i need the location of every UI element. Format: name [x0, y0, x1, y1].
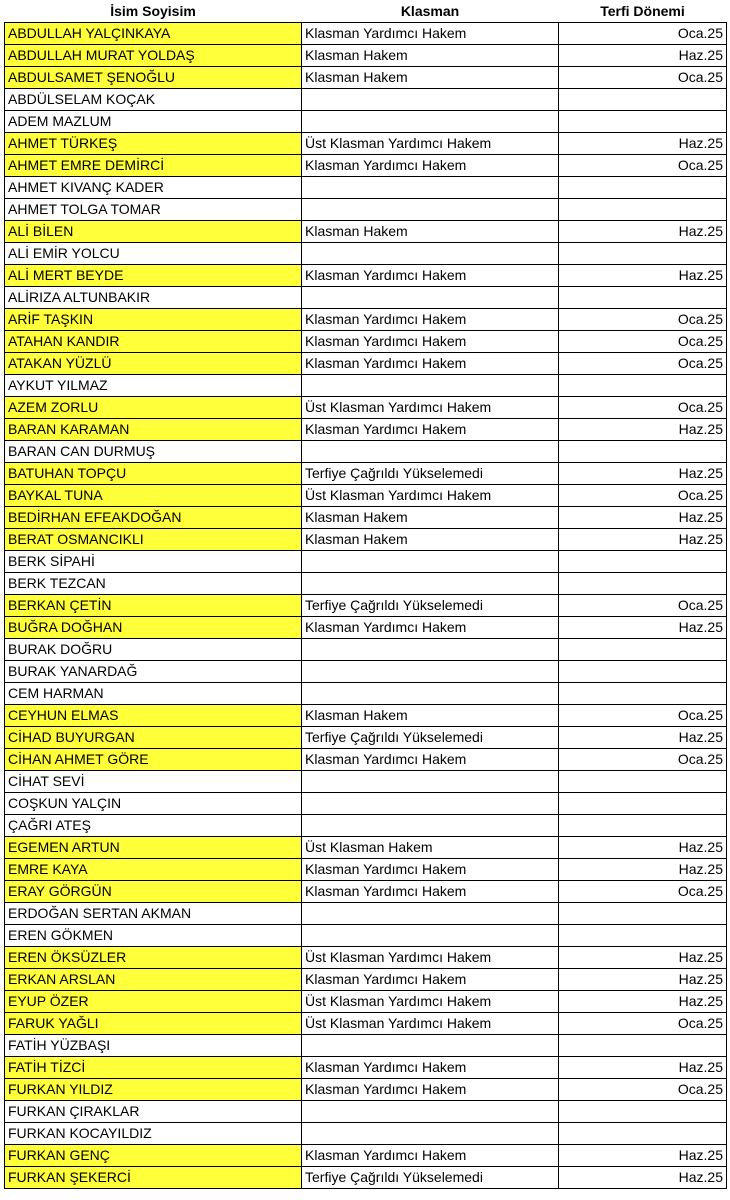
table-row [5, 133, 727, 155]
klasman-cell: Terfiye Çağrıldı Yükselemedi [302, 1167, 559, 1189]
table-row [5, 23, 727, 45]
klasman-cell [302, 111, 559, 133]
klasman-cell: Klasman Yardımcı Hakem [302, 309, 559, 331]
klasman-cell [302, 441, 559, 463]
period-cell: Haz.25 [559, 947, 727, 969]
header-row [5, 0, 727, 23]
table-row [5, 67, 727, 89]
klasman-cell: Klasman Yardımcı Hakem [302, 1079, 559, 1101]
klasman-cell [302, 573, 559, 595]
table-row [5, 221, 727, 243]
period-cell: Haz.25 [559, 1167, 727, 1189]
klasman-cell: Klasman Yardımcı Hakem [302, 749, 559, 771]
klasman-cell [302, 903, 559, 925]
name-cell: ERAY GÖRGÜN [5, 881, 302, 903]
table-row [5, 353, 727, 375]
klasman-cell: Klasman Hakem [302, 529, 559, 551]
table-row [5, 155, 727, 177]
period-cell [559, 925, 727, 947]
period-cell: Haz.25 [559, 529, 727, 551]
name-cell: AZEM ZORLU [5, 397, 302, 419]
klasman-cell: Üst Klasman Yardımcı Hakem [302, 133, 559, 155]
klasman-cell: Üst Klasman Hakem [302, 837, 559, 859]
period-cell: Oca.25 [559, 881, 727, 903]
period-cell [559, 639, 727, 661]
period-cell: Oca.25 [559, 595, 727, 617]
table-row [5, 199, 727, 221]
name-cell: BERAT OSMANCIKLI [5, 529, 302, 551]
klasman-cell: Üst Klasman Yardımcı Hakem [302, 1013, 559, 1035]
name-cell: ERDOĞAN SERTAN AKMAN [5, 903, 302, 925]
klasman-cell [302, 89, 559, 111]
name-cell: AHMET TOLGA TOMAR [5, 199, 302, 221]
klasman-cell: Üst Klasman Yardımcı Hakem [302, 397, 559, 419]
klasman-cell: Klasman Yardımcı Hakem [302, 1057, 559, 1079]
period-cell: Haz.25 [559, 45, 727, 67]
name-cell: ALİ MERT BEYDE [5, 265, 302, 287]
klasman-cell: Klasman Hakem [302, 67, 559, 89]
klasman-cell: Üst Klasman Yardımcı Hakem [302, 991, 559, 1013]
table-row [5, 441, 727, 463]
table-row [5, 727, 727, 749]
table-row [5, 397, 727, 419]
table-row [5, 1167, 727, 1189]
table-row [5, 969, 727, 991]
table-row [5, 947, 727, 969]
table-row [5, 749, 727, 771]
name-cell: BAYKAL TUNA [5, 485, 302, 507]
period-cell: Oca.25 [559, 23, 727, 45]
table-row [5, 463, 727, 485]
period-cell [559, 375, 727, 397]
klasman-cell: Klasman Yardımcı Hakem [302, 331, 559, 353]
table-row [5, 705, 727, 727]
name-cell: AHMET KIVANÇ KADER [5, 177, 302, 199]
name-cell: CEM HARMAN [5, 683, 302, 705]
referee-table [4, 0, 727, 1189]
table-row [5, 595, 727, 617]
table-row [5, 177, 727, 199]
name-cell: BUĞRA DOĞHAN [5, 617, 302, 639]
period-cell [559, 903, 727, 925]
name-cell: FURKAN KOCAYILDIZ [5, 1123, 302, 1145]
name-cell: ATAKAN YÜZLÜ [5, 353, 302, 375]
klasman-cell [302, 683, 559, 705]
klasman-cell: Klasman Yardımcı Hakem [302, 155, 559, 177]
klasman-cell [302, 815, 559, 837]
table-row [5, 287, 727, 309]
period-cell [559, 573, 727, 595]
table-row [5, 991, 727, 1013]
table-row [5, 45, 727, 67]
name-cell: FATİH TİZCİ [5, 1057, 302, 1079]
period-cell: Oca.25 [559, 67, 727, 89]
klasman-cell [302, 199, 559, 221]
name-cell: AHMET TÜRKEŞ [5, 133, 302, 155]
table-row [5, 573, 727, 595]
klasman-cell [302, 375, 559, 397]
header-period: Terfi Dönemi [559, 0, 727, 23]
name-cell: ARİF TAŞKIN [5, 309, 302, 331]
klasman-cell: Klasman Yardımcı Hakem [302, 617, 559, 639]
klasman-cell: Klasman Hakem [302, 705, 559, 727]
klasman-cell: Üst Klasman Yardımcı Hakem [302, 947, 559, 969]
klasman-cell: Klasman Yardımcı Hakem [302, 859, 559, 881]
klasman-cell: Klasman Yardımcı Hakem [302, 419, 559, 441]
name-cell: ALİRIZA ALTUNBAKIR [5, 287, 302, 309]
klasman-cell [302, 1123, 559, 1145]
period-cell: Oca.25 [559, 485, 727, 507]
header-name: İsim Soyisim [5, 0, 302, 23]
period-cell: Haz.25 [559, 221, 727, 243]
klasman-cell: Klasman Yardımcı Hakem [302, 353, 559, 375]
name-cell: FURKAN ŞEKERCİ [5, 1167, 302, 1189]
period-cell [559, 199, 727, 221]
period-cell: Haz.25 [559, 133, 727, 155]
name-cell: EGEMEN ARTUN [5, 837, 302, 859]
name-cell: FURKAN GENÇ [5, 1145, 302, 1167]
period-cell: Haz.25 [559, 265, 727, 287]
table-body [5, 23, 727, 1189]
header-klasman: Klasman [302, 0, 559, 23]
klasman-cell: Üst Klasman Yardımcı Hakem [302, 485, 559, 507]
klasman-cell [302, 771, 559, 793]
period-cell: Haz.25 [559, 969, 727, 991]
name-cell: BATUHAN TOPÇU [5, 463, 302, 485]
period-cell [559, 551, 727, 573]
klasman-cell: Klasman Yardımcı Hakem [302, 881, 559, 903]
period-cell: Oca.25 [559, 1013, 727, 1035]
name-cell: ÇAĞRI ATEŞ [5, 815, 302, 837]
table-row [5, 881, 727, 903]
name-cell: ABDULSAMET ŞENOĞLU [5, 67, 302, 89]
table-row [5, 419, 727, 441]
period-cell: Oca.25 [559, 155, 727, 177]
table-row [5, 111, 727, 133]
klasman-cell: Klasman Yardımcı Hakem [302, 265, 559, 287]
period-cell [559, 89, 727, 111]
name-cell: EREN GÖKMEN [5, 925, 302, 947]
referee-promotion-sheet [4, 0, 726, 1189]
period-cell: Oca.25 [559, 1079, 727, 1101]
name-cell: AYKUT YILMAZ [5, 375, 302, 397]
table-row [5, 1035, 727, 1057]
name-cell: ADEM MAZLUM [5, 111, 302, 133]
name-cell: BURAK DOĞRU [5, 639, 302, 661]
period-cell [559, 1101, 727, 1123]
table-row [5, 617, 727, 639]
klasman-cell: Terfiye Çağrıldı Yükselemedi [302, 595, 559, 617]
table-row [5, 639, 727, 661]
period-cell: Haz.25 [559, 419, 727, 441]
name-cell: EMRE KAYA [5, 859, 302, 881]
period-cell: Haz.25 [559, 1057, 727, 1079]
table-row [5, 507, 727, 529]
period-cell [559, 683, 727, 705]
period-cell: Oca.25 [559, 353, 727, 375]
klasman-cell: Klasman Yardımcı Hakem [302, 969, 559, 991]
name-cell: ABDULLAH YALÇINKAYA [5, 23, 302, 45]
period-cell: Oca.25 [559, 749, 727, 771]
period-cell: Oca.25 [559, 309, 727, 331]
name-cell: BERK SİPAHİ [5, 551, 302, 573]
table-row [5, 1057, 727, 1079]
period-cell [559, 815, 727, 837]
table-row [5, 243, 727, 265]
period-cell: Oca.25 [559, 705, 727, 727]
name-cell: BEDİRHAN EFEAKDOĞAN [5, 507, 302, 529]
period-cell: Haz.25 [559, 837, 727, 859]
table-row [5, 837, 727, 859]
klasman-cell [302, 177, 559, 199]
table-row [5, 331, 727, 353]
klasman-cell: Klasman Yardımcı Hakem [302, 1145, 559, 1167]
name-cell: AHMET EMRE DEMİRCİ [5, 155, 302, 177]
table-row [5, 815, 727, 837]
table-row [5, 265, 727, 287]
klasman-cell [302, 1035, 559, 1057]
name-cell: ABDULLAH MURAT YOLDAŞ [5, 45, 302, 67]
period-cell: Haz.25 [559, 991, 727, 1013]
name-cell: FATİH YÜZBAŞI [5, 1035, 302, 1057]
klasman-cell [302, 287, 559, 309]
period-cell [559, 287, 727, 309]
table-row [5, 925, 727, 947]
klasman-cell: Terfiye Çağrıldı Yükselemedi [302, 463, 559, 485]
table-row [5, 1101, 727, 1123]
period-cell [559, 1035, 727, 1057]
table-row [5, 661, 727, 683]
klasman-cell [302, 551, 559, 573]
table-row [5, 89, 727, 111]
table-row [5, 1123, 727, 1145]
klasman-cell [302, 639, 559, 661]
name-cell: EYUP ÖZER [5, 991, 302, 1013]
name-cell: CEYHUN ELMAS [5, 705, 302, 727]
table-row [5, 1013, 727, 1035]
name-cell: FARUK YAĞLI [5, 1013, 302, 1035]
klasman-cell [302, 793, 559, 815]
name-cell: CİHAD BUYURGAN [5, 727, 302, 749]
period-cell [559, 177, 727, 199]
period-cell: Haz.25 [559, 859, 727, 881]
period-cell [559, 111, 727, 133]
name-cell: EREN ÖKSÜZLER [5, 947, 302, 969]
period-cell [559, 771, 727, 793]
klasman-cell [302, 243, 559, 265]
name-cell: ALİ BİLEN [5, 221, 302, 243]
name-cell: CİHAN AHMET GÖRE [5, 749, 302, 771]
name-cell: CİHAT SEVİ [5, 771, 302, 793]
table-row [5, 793, 727, 815]
klasman-cell [302, 1101, 559, 1123]
name-cell: COŞKUN YALÇIN [5, 793, 302, 815]
table-row [5, 683, 727, 705]
table-row [5, 859, 727, 881]
klasman-cell: Terfiye Çağrıldı Yükselemedi [302, 727, 559, 749]
table-row [5, 529, 727, 551]
klasman-cell: Klasman Hakem [302, 45, 559, 67]
period-cell: Haz.25 [559, 617, 727, 639]
table-row [5, 485, 727, 507]
name-cell: BARAN CAN DURMUŞ [5, 441, 302, 463]
klasman-cell [302, 925, 559, 947]
name-cell: ALİ EMİR YOLCU [5, 243, 302, 265]
period-cell [559, 243, 727, 265]
klasman-cell: Klasman Yardımcı Hakem [302, 23, 559, 45]
period-cell: Haz.25 [559, 727, 727, 749]
name-cell: BERK TEZCAN [5, 573, 302, 595]
klasman-cell: Klasman Hakem [302, 507, 559, 529]
period-cell [559, 793, 727, 815]
period-cell: Haz.25 [559, 463, 727, 485]
name-cell: FURKAN ÇIRAKLAR [5, 1101, 302, 1123]
klasman-cell: Klasman Hakem [302, 221, 559, 243]
period-cell [559, 1123, 727, 1145]
table-row [5, 309, 727, 331]
table-row [5, 1145, 727, 1167]
period-cell [559, 661, 727, 683]
table-row [5, 771, 727, 793]
table-row [5, 1079, 727, 1101]
period-cell: Oca.25 [559, 331, 727, 353]
name-cell: ERKAN ARSLAN [5, 969, 302, 991]
table-row [5, 375, 727, 397]
name-cell: BURAK YANARDAĞ [5, 661, 302, 683]
name-cell: ABDÜLSELAM KOÇAK [5, 89, 302, 111]
name-cell: BARAN KARAMAN [5, 419, 302, 441]
name-cell: BERKAN ÇETİN [5, 595, 302, 617]
table-row [5, 903, 727, 925]
table-row [5, 551, 727, 573]
period-cell: Haz.25 [559, 507, 727, 529]
name-cell: FURKAN YILDIZ [5, 1079, 302, 1101]
period-cell: Oca.25 [559, 397, 727, 419]
name-cell: ATAHAN KANDIR [5, 331, 302, 353]
period-cell: Haz.25 [559, 1145, 727, 1167]
period-cell [559, 441, 727, 463]
klasman-cell [302, 661, 559, 683]
